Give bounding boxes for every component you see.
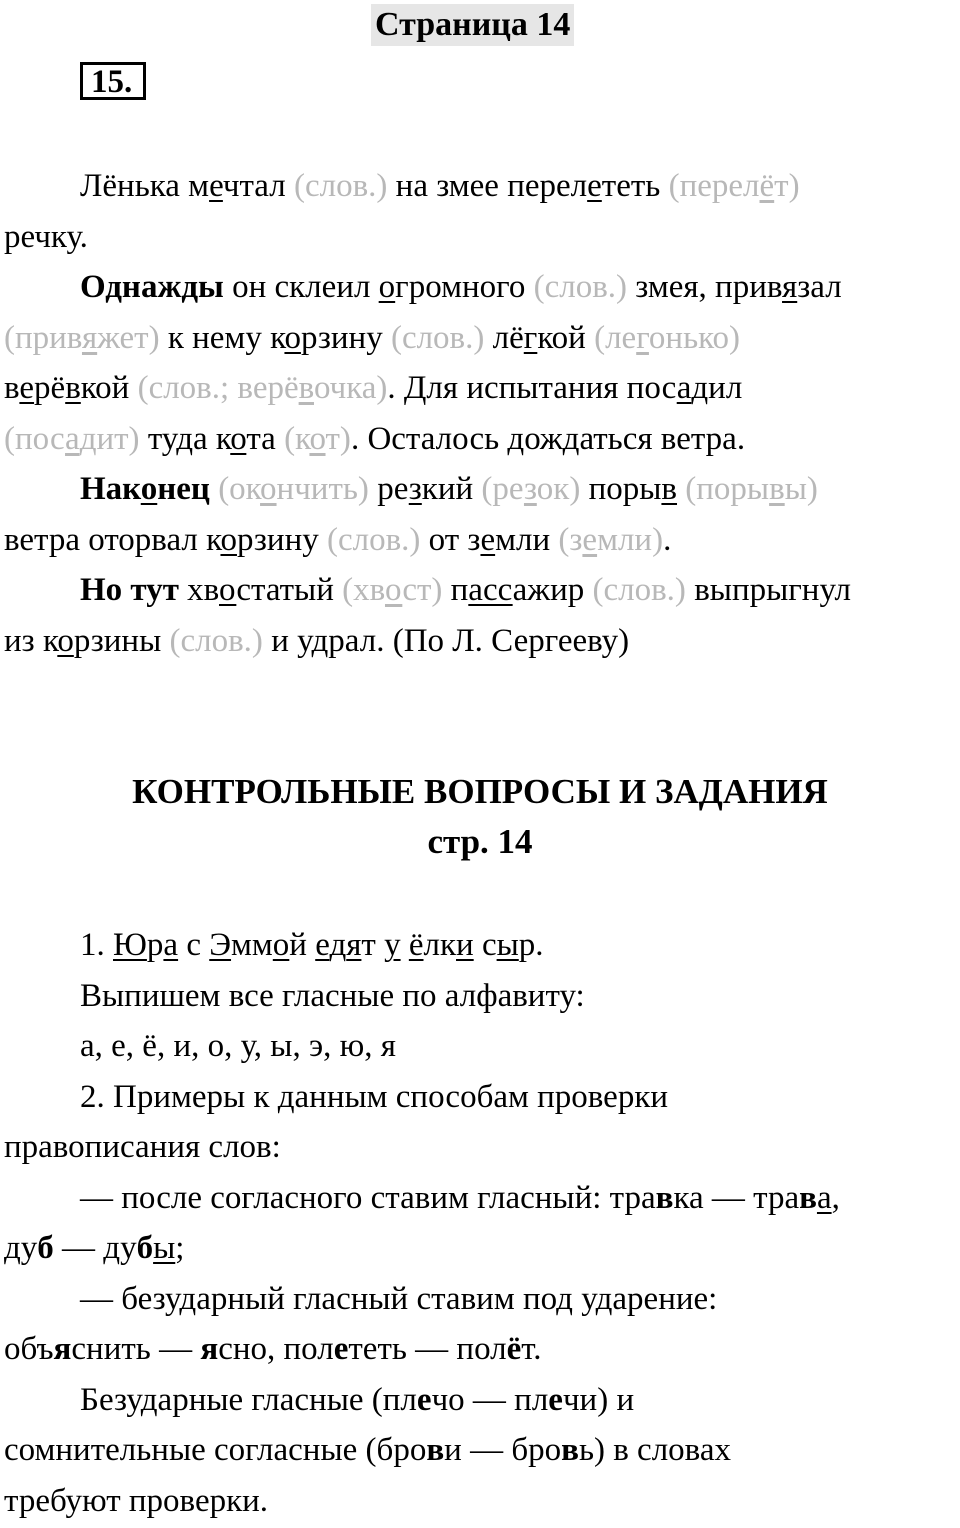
- answer-line-11: сомнительные согласные (брови — бровь) в словах: [4, 1432, 731, 1468]
- story-line-5: верёвкой (слов.; верёвочка). Для испытания посадил: [4, 370, 743, 406]
- story-line-4: (привяжет) к нему корзину (слов.) лёгкой (легонько): [4, 319, 740, 356]
- story-line-7: Наконец (окончить) резкий (резок) порыв (порывы): [80, 471, 818, 507]
- story-line-3: Однажды он склеил огромного (слов.) змея, привязал: [80, 269, 842, 305]
- page-header: Страница 14: [371, 4, 574, 46]
- answer-line-10: Безударные гласные (плечо — плечи) и: [80, 1381, 635, 1418]
- answer-line-9: объяснить — ясно, полететь — полёт.: [4, 1331, 542, 1367]
- story-line-9: Но тут хвостатый (хвост) пассажир (слов.) выпрыгнул: [80, 572, 851, 608]
- story-line-2: речку.: [4, 218, 88, 255]
- section-subtitle: стр. 14: [427, 822, 533, 861]
- answer-line-2: Выпишем все гласные по алфавиту:: [80, 977, 585, 1014]
- answer-line-5: правописания слов:: [4, 1129, 281, 1165]
- answer-line-1: 1. Юра с Эммой едят у ёлки сыр.: [80, 927, 544, 963]
- answer-line-8: — безударный гласный ставим под ударение:: [80, 1280, 718, 1317]
- answer-line-4: 2. Примеры к данным способам проверки: [80, 1078, 669, 1115]
- section-title: КОНТРОЛЬНЫЕ ВОПРОСЫ И ЗАДАНИЯ: [132, 772, 828, 811]
- answer-line-7: дуб — дубы;: [4, 1230, 185, 1266]
- story-line-1: Лёнька мечтал (слов.) на змее перелететь (перелёт): [80, 168, 800, 204]
- story-line-8: ветра оторвал корзину (слов.) от земли (земли).: [4, 521, 672, 558]
- story-text: [4, 161, 960, 666]
- exercise-number: 15.: [80, 62, 146, 100]
- answer-line-12: требуют проверки.: [4, 1482, 269, 1519]
- answers-text: [4, 920, 960, 1526]
- story-line-6: (посадит) туда кота (кот). Осталось дождаться ветра.: [4, 420, 746, 457]
- answer-line-6: — после согласного ставим гласный: травка — трава,: [80, 1179, 840, 1216]
- answer-line-3: а, е, ё, и, о, у, ы, э, ю, я: [80, 1028, 396, 1064]
- story-line-10: из корзины (слов.) и удрал. (По Л. Сергееву): [4, 622, 630, 659]
